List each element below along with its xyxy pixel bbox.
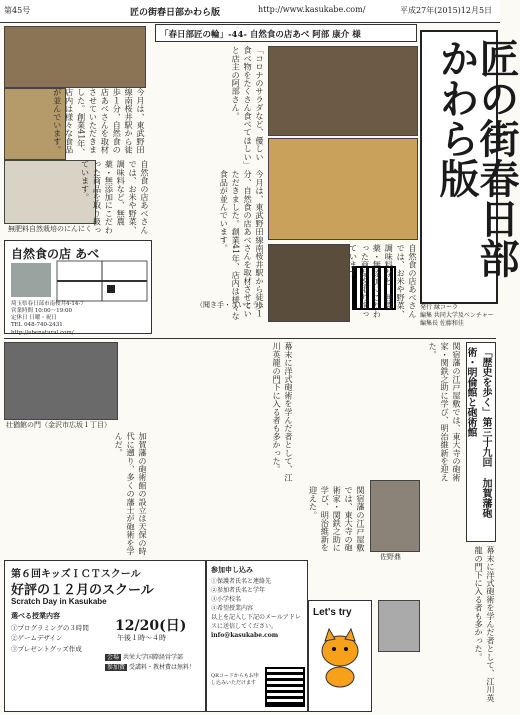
contact-heading: 参加申し込み — [211, 565, 253, 574]
edit-line-2: 編集長 佐藤和佳 — [420, 320, 464, 328]
event-details — [105, 653, 195, 673]
masthead-credits — [420, 304, 496, 334]
contact-email[interactable]: info@kasukabe.com — [211, 632, 279, 639]
event-item-3: ③プレゼントグッズ作成 — [11, 644, 82, 653]
store-interior-photo — [4, 26, 146, 88]
bento-photo — [268, 138, 418, 240]
history-body-3: 加賀藩の砲術館の設立は天保の時代に遡り、多くの藩士が砲術を学んだ。 — [114, 432, 148, 555]
feature-body-3: 「コロナのサラダなど、優しい食べ物をたくさん食べてほしい」と店主の阿部さん。 — [231, 46, 265, 165]
portrait-photo — [370, 480, 420, 552]
event-join: 受講料・教材費は無料！ — [128, 664, 195, 672]
store-name: 自然食の店 あべ — [11, 247, 100, 261]
history-body-4: 関宿藩の江戸屋敷では、東大寺の砲術家・関鉄之助に学び、明治維新を迎えた。 — [308, 486, 366, 552]
join-label: 参加費 — [107, 664, 126, 672]
feature-heading: 「春日部匠の輪」-44- 自然食の店あべ 阿部 康介 様 — [155, 24, 417, 42]
qr-code-event[interactable] — [265, 667, 305, 707]
feature-body-1b: 今月は、東武野田線南桜井駅から徒歩１分、自然食の店あべさんを取材させていただきました。創業41年、店内は様々な食品が並んでいます。 — [219, 170, 265, 320]
contact-box — [206, 560, 308, 712]
store-closed: 定休日 日曜・祝日 — [11, 315, 57, 322]
store-card — [4, 240, 152, 334]
shelves-photo — [268, 46, 418, 136]
event-box — [4, 560, 206, 712]
qr-caption: QRコードからもお申し込みいただけます — [211, 673, 259, 686]
contact-list — [211, 577, 303, 640]
event-place: 共栄大学国際経営学部 — [122, 654, 183, 661]
place-label: 会場 — [107, 654, 120, 661]
event-item-2: ②ゲームデザイン — [11, 634, 63, 643]
lets-try-box — [308, 600, 372, 712]
store-front-photo — [11, 263, 51, 297]
store-info — [11, 301, 84, 337]
gate-photo — [4, 342, 118, 420]
edit-line-1: 編集 共同大学及ベンチャー — [420, 312, 494, 320]
feature-body-2: 自然食の店あべさんでは、お米や野菜、調味料など、無農薬・無添加にこだわった商品を取り扱っています。 — [80, 160, 150, 234]
lets-try-text: Let's try — [313, 607, 352, 618]
contact-note: 以上を記入し下記のメールアドレスに送信してください。 — [211, 614, 301, 630]
event-list-heading: 選べる授業内容 — [11, 611, 60, 620]
publisher-label: 発行 — [420, 304, 433, 311]
contact-1: ①保護者氏名と連絡先 — [211, 578, 272, 585]
history-body-5: 幕末に洋式砲術を学んだ者として、江川英龍の門下に入る者も多かった。 — [474, 546, 496, 702]
scratch-cat-icon — [315, 629, 365, 689]
history-heading: 「歴史を歩く」第三十九回 加賀藩砲術・明倫館と砲術館 — [466, 342, 496, 542]
publisher: 縁コーラ — [433, 304, 458, 311]
staff-photo — [268, 244, 350, 322]
store-url[interactable]: http://abenatural.com/ — [11, 329, 74, 336]
masthead — [420, 30, 520, 304]
gate-photo-caption: 壮猶館の門（金沢市広坂１丁目） — [6, 421, 111, 429]
contact-4: ④希望授業内容 — [211, 605, 254, 612]
history-body-2: 幕末に洋式砲術を学んだ者として、江川英龍の門下に入る者も多かった。 — [272, 342, 294, 482]
store-map — [57, 261, 147, 301]
event-item-1: ①プログラミングの３時間 — [11, 624, 89, 632]
event-time: 午後１時～４時 — [117, 634, 166, 642]
store-hours: 営業時間 10:00～19:00 — [11, 308, 72, 315]
store-address: 埼玉県春日部市南桜井4-14-7 — [11, 301, 84, 307]
portrait-caption: 佐野鼎 — [380, 553, 401, 561]
event-title-2: 好評の１２月のスクール — [11, 583, 154, 598]
header-date: 平成27年(2015)12月5日 — [400, 6, 493, 15]
store-tel: TEL 048-740-2431 — [11, 322, 63, 329]
header-url[interactable]: http://www.kasukabe.com/ — [258, 5, 366, 14]
header-paper-title: 匠の街春日部かわら版 — [130, 8, 221, 18]
author-photo — [378, 600, 420, 652]
header-bar — [0, 0, 500, 23]
event-title-3: Scratch Day in Kasukabe — [11, 597, 107, 606]
section-divider — [4, 338, 496, 339]
history-body-1: 関宿藩の江戸屋敷では、東大寺の砲術家・関鉄之助に学び、明治維新を迎えた。 — [428, 342, 462, 482]
event-title-1: 第６回キッズＩＣＴスクール — [11, 569, 141, 580]
garlic-photo-caption: 無肥料自然栽培のにんにく — [8, 225, 92, 233]
masthead-title: 匠の街春日部かわら版 — [433, 38, 520, 278]
event-date: 12/20(日) — [115, 618, 187, 634]
feature-body-1: 今月は、東武野田線南桜井駅から徒歩１分、自然食の店あべさんを取材させていただきました。創業41年、店内は様々な食品が並んでいます。 — [52, 88, 146, 156]
contact-2: ②参加者氏名と学年 — [211, 587, 266, 594]
feature-side-text: 自然食の店あべさんでは、お米や野菜、調味料など、無農薬・無添加にこだわった商品を取り扱っています。 — [348, 244, 418, 318]
issue-number: 第45号 — [4, 6, 31, 15]
event-items — [11, 623, 89, 654]
contact-3: ③小学校名 — [211, 596, 242, 603]
feature-quote-credit: （聞き手・さいとう） — [196, 301, 266, 309]
